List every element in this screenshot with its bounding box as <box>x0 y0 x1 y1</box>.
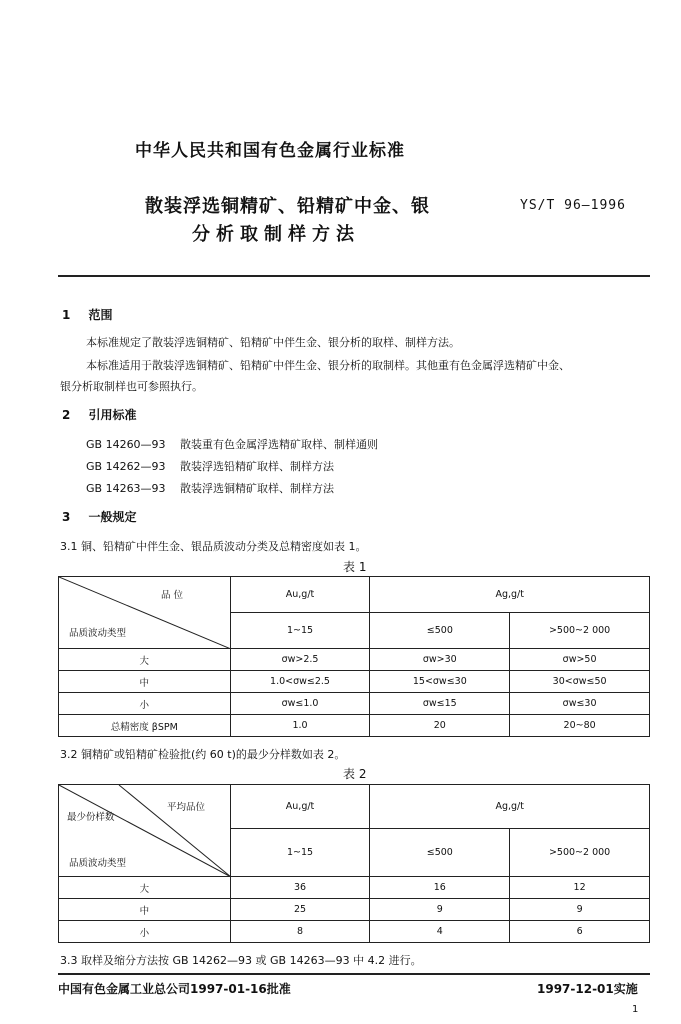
approval-line: 中国有色金属工业总公司1997-01-16批准 <box>58 982 291 996</box>
section-number: 1 <box>62 308 71 322</box>
table-2-corner-cell <box>59 785 231 877</box>
row-label: 大 <box>59 877 231 899</box>
reference-code: GB 14263—93 <box>86 482 166 495</box>
table-cell: 8 <box>230 921 370 943</box>
table-row <box>59 649 650 671</box>
table-cell: 20~80 <box>510 715 650 737</box>
row-label: 小 <box>59 693 231 715</box>
issuing-organization: 中华人民共和国有色金属行业标准 <box>135 141 405 161</box>
table-1-caption: 表 1 <box>343 560 367 574</box>
table-row <box>59 877 650 899</box>
section-number: 3 <box>62 510 71 524</box>
section-3-heading <box>62 508 137 525</box>
sub-header: >500~2 000 <box>510 613 650 649</box>
footer-rule <box>58 973 650 975</box>
table-cell: 12 <box>510 877 650 899</box>
table-cell: σw>50 <box>510 649 650 671</box>
reference-code: GB 14260—93 <box>86 438 166 451</box>
table-cell: σw≤1.0 <box>230 693 370 715</box>
sub-header: ≤500 <box>370 613 510 649</box>
au-header: Au,g/t <box>230 785 370 829</box>
section-title: 一般规定 <box>88 510 137 524</box>
table-row <box>59 671 650 693</box>
table-row <box>59 921 650 943</box>
corner-bottom-label: 品质波动类型 <box>69 628 127 639</box>
au-header: Au,g/t <box>230 577 370 613</box>
ag-header: Ag,g/t <box>370 785 650 829</box>
reference-text: 散装浮选铜精矿取样、制样方法 <box>180 482 334 495</box>
sub-header: >500~2 000 <box>510 829 650 877</box>
table-row <box>59 693 650 715</box>
clause-3-1: 3.1 铜、铅精矿中伴生金、银品质波动分类及总精密度如表 1。 <box>60 540 367 553</box>
section-2-heading <box>62 406 137 423</box>
sub-header: 1~15 <box>230 829 370 877</box>
section-title: 范围 <box>88 308 113 322</box>
corner-mid-label: 最少份样数 <box>67 812 115 823</box>
clause-3-2: 3.2 铜精矿或铅精矿检验批(约 60 t)的最少分样数如表 2。 <box>60 748 346 761</box>
reference-item <box>86 436 378 452</box>
implementation-date: 1997-12-01实施 <box>537 982 638 996</box>
table-cell: 1.0<σw≤2.5 <box>230 671 370 693</box>
table-1-corner-cell <box>59 577 231 649</box>
reference-text: 散装浮选铅精矿取样、制样方法 <box>180 460 334 473</box>
reference-text: 散装重有色金属浮选精矿取样、制样通则 <box>180 438 378 451</box>
sub-header: 1~15 <box>230 613 370 649</box>
table-cell: 1.0 <box>230 715 370 737</box>
table-row <box>59 899 650 921</box>
paragraph-scope-2b: 银分析取制样也可参照执行。 <box>60 380 203 393</box>
table-row <box>59 715 650 737</box>
table-cell: 20 <box>370 715 510 737</box>
table-2-caption: 表 2 <box>343 767 367 781</box>
table-cell: 36 <box>230 877 370 899</box>
table-cell: σw>30 <box>370 649 510 671</box>
corner-bottom-label: 品质波动类型 <box>69 858 127 869</box>
reference-code: GB 14262—93 <box>86 460 166 473</box>
paragraph-scope-1: 本标准规定了散装浮选铜精矿、铅精矿中伴生金、银分析的取样、制样方法。 <box>86 336 460 349</box>
table-cell: 30<σw≤50 <box>510 671 650 693</box>
clause-3-3: 3.3 取样及缩分方法按 GB 14262—93 或 GB 14263—93 中 4.2 进行。 <box>60 954 422 967</box>
document-title-line1: 散装浮选铜精矿、铅精矿中金、银 <box>145 196 430 217</box>
table-cell: 4 <box>370 921 510 943</box>
section-number: 2 <box>62 408 71 422</box>
table-cell: σw>2.5 <box>230 649 370 671</box>
page-number: 1 <box>632 1004 639 1015</box>
reference-item <box>86 480 334 496</box>
table-cell: 9 <box>510 899 650 921</box>
table-cell: 25 <box>230 899 370 921</box>
table-1 <box>58 576 650 737</box>
table-2 <box>58 784 650 943</box>
table-cell: 16 <box>370 877 510 899</box>
sub-header: ≤500 <box>370 829 510 877</box>
ag-header: Ag,g/t <box>370 577 650 613</box>
document-title-line2: 分析取制样方法 <box>192 224 360 245</box>
corner-top-label: 平均品位 <box>167 802 206 813</box>
corner-top-label: 品 位 <box>161 590 184 601</box>
row-label: 大 <box>59 649 231 671</box>
table-cell: σw≤15 <box>370 693 510 715</box>
table-cell: 15<σw≤30 <box>370 671 510 693</box>
row-label: 中 <box>59 671 231 693</box>
row-label: 中 <box>59 899 231 921</box>
header-rule <box>58 275 650 277</box>
table-cell: 9 <box>370 899 510 921</box>
paragraph-scope-2a: 本标准适用于散装浮选铜精矿、铅精矿中伴生金、银分析的取制样。其他重有色金属浮选精矿中金、 <box>86 359 570 372</box>
table-cell: σw≤30 <box>510 693 650 715</box>
section-1-heading <box>62 306 113 323</box>
reference-item <box>86 458 334 474</box>
section-title: 引用标准 <box>88 408 137 422</box>
row-label: 总精密度 βSPM <box>59 715 231 737</box>
row-label: 小 <box>59 921 231 943</box>
table-cell: 6 <box>510 921 650 943</box>
standard-number: YS/T 96—1996 <box>520 198 626 213</box>
